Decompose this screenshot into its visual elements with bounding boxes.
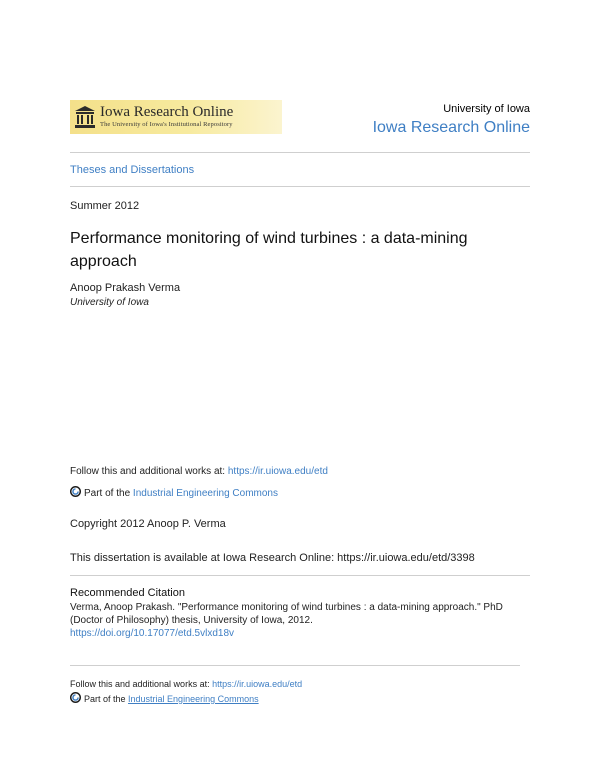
doi-link[interactable]: https://doi.org/10.17077/etd.5vlxd18v — [70, 628, 235, 639]
footer-follow-line — [70, 679, 302, 689]
footer-part-prefix: Part of the — [84, 694, 129, 704]
follow-prefix: Follow this and additional works at: — [70, 466, 228, 477]
author-affiliation: University of Iowa — [70, 297, 149, 308]
author-name: Anoop Prakash Verma — [70, 282, 181, 294]
footer-commons-link[interactable]: Industrial Engineering Commons — [128, 694, 259, 704]
part-of-prefix: Part of the — [84, 488, 133, 499]
building-icon — [74, 105, 96, 129]
university-link[interactable]: University of Iowa — [443, 103, 530, 115]
footer-follow-link[interactable]: https://ir.uiowa.edu/etd — [212, 679, 303, 689]
document-title: Performance monitoring of wind turbines : a data-mining approach — [70, 230, 468, 270]
footer-divider — [70, 665, 520, 666]
divider — [70, 152, 530, 153]
commons-icon — [70, 486, 81, 497]
part-of-line — [70, 486, 278, 499]
commons-link[interactable]: Industrial Engineering Commons — [132, 488, 278, 499]
footer-part-of-line — [70, 692, 259, 704]
citation-text: Verma, Anoop Prakash. "Performance monitoring of wind turbines : a data-mining approach." PhD (Doctor of Philosophy) thesis, University of Iowa, 2012. — [70, 602, 503, 626]
publication-date: Summer 2012 — [70, 200, 140, 212]
citation-heading: Recommended Citation — [70, 587, 185, 599]
logo-name: Iowa Research Online — [100, 104, 234, 121]
collection-link[interactable]: Theses and Dissertations — [70, 164, 195, 176]
divider — [70, 575, 530, 576]
repository-logo[interactable] — [70, 100, 282, 134]
follow-link[interactable]: https://ir.uiowa.edu/etd — [227, 466, 328, 477]
commons-icon — [70, 692, 81, 703]
footer-follow-prefix: Follow this and additional works at: — [70, 679, 213, 689]
citation-block — [70, 601, 535, 640]
divider — [70, 186, 530, 187]
repository-link[interactable]: Iowa Research Online — [372, 119, 530, 136]
follow-line — [70, 466, 328, 477]
availability-statement: This dissertation is available at Iowa Research Online: https://ir.uiowa.edu/etd/3398 — [70, 552, 475, 564]
copyright: Copyright 2012 Anoop P. Verma — [70, 518, 226, 530]
logo-tagline: The University of Iowa's Institutional Repository — [100, 121, 233, 129]
